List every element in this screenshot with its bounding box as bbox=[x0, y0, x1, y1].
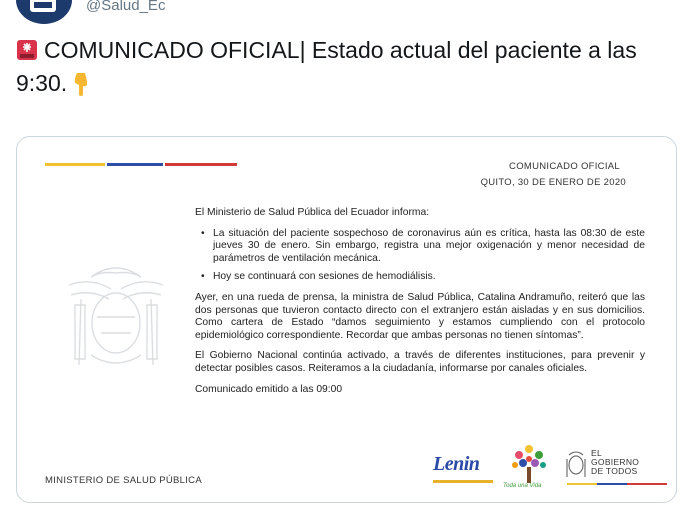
govt-logo-line: EL bbox=[591, 448, 602, 458]
doc-bullet-item: • Hoy se continuará con sesiones de hemodiálisis. bbox=[207, 271, 645, 284]
doc-footer-ministry: MINISTERIO DE SALUD PÚBLICA bbox=[45, 475, 202, 486]
avatar[interactable] bbox=[16, 0, 72, 24]
lenin-logo-underline bbox=[433, 480, 493, 483]
government-seal-icon bbox=[565, 449, 587, 479]
tweet-text: COMUNICADO OFICIAL| Estado actual del paciente a las 9:30. bbox=[16, 37, 637, 96]
coat-of-arms-watermark-icon bbox=[61, 255, 171, 375]
doc-header-title: COMUNICADO OFICIAL bbox=[509, 161, 620, 172]
account-handle[interactable]: @Salud_Ec bbox=[86, 0, 166, 14]
flag-stripe-red bbox=[165, 163, 237, 166]
attached-image-card[interactable] bbox=[16, 136, 677, 503]
govt-flag-stripe-blue bbox=[597, 483, 627, 485]
doc-header-place-date: QUITO, 30 DE ENERO DE 2020 bbox=[480, 177, 626, 188]
siren-icon bbox=[16, 39, 38, 61]
doc-paragraph: El Gobierno Nacional continúa activado, a través de diferentes instituciones, para prevenir y detectar posibles casos. Reiteramos a la ciudadanía, informarse por canales oficiales. bbox=[195, 350, 645, 374]
flag-stripe-blue bbox=[107, 163, 163, 166]
point-down-icon bbox=[71, 71, 93, 97]
toda-una-vida-caption: Toda una Vida bbox=[503, 483, 542, 489]
doc-bullet-list bbox=[195, 228, 645, 284]
doc-bullet-item: • La situación del paciente sospechoso de coronavirus aún es crítica, hasta las 08:30 de este jueves 30 de enero. Sin embargo, registra una mejor oxigenación y menor necesidad de parámetros de ventilación mecánica. bbox=[207, 228, 645, 266]
doc-emitted-time: Comunicado emitido a las 09:00 bbox=[195, 383, 343, 395]
flag-stripe-yellow bbox=[45, 163, 105, 166]
tweet-text-block bbox=[16, 34, 676, 100]
lenin-logo: Lenin bbox=[433, 453, 480, 475]
doc-intro: El Ministerio de Salud Pública del Ecuador informa: bbox=[195, 207, 430, 218]
govt-logo-line: DE TODOS bbox=[591, 466, 638, 476]
govt-flag-stripe-yellow bbox=[567, 483, 597, 485]
document-body bbox=[195, 207, 645, 404]
govt-logo-line: GOBIERNO bbox=[591, 457, 640, 467]
govt-flag-stripe-red bbox=[627, 483, 667, 485]
avatar-logo-detail bbox=[34, 2, 52, 8]
doc-paragraph: Ayer, en una rueda de prensa, la ministra de Salud Pública, Catalina Andramuño, reiteró que las dos personas que tuvieron contacto directo con el extranjero están aisladas y en sus domicilios. Como cartera de Estado “damos seguimiento y estamos cumpliendo con el protocolo epidemiológico correspondiente. Recordar que ambas personas no tienen síntomas”. bbox=[195, 291, 645, 341]
gobierno-de-todos-logo bbox=[591, 449, 639, 476]
